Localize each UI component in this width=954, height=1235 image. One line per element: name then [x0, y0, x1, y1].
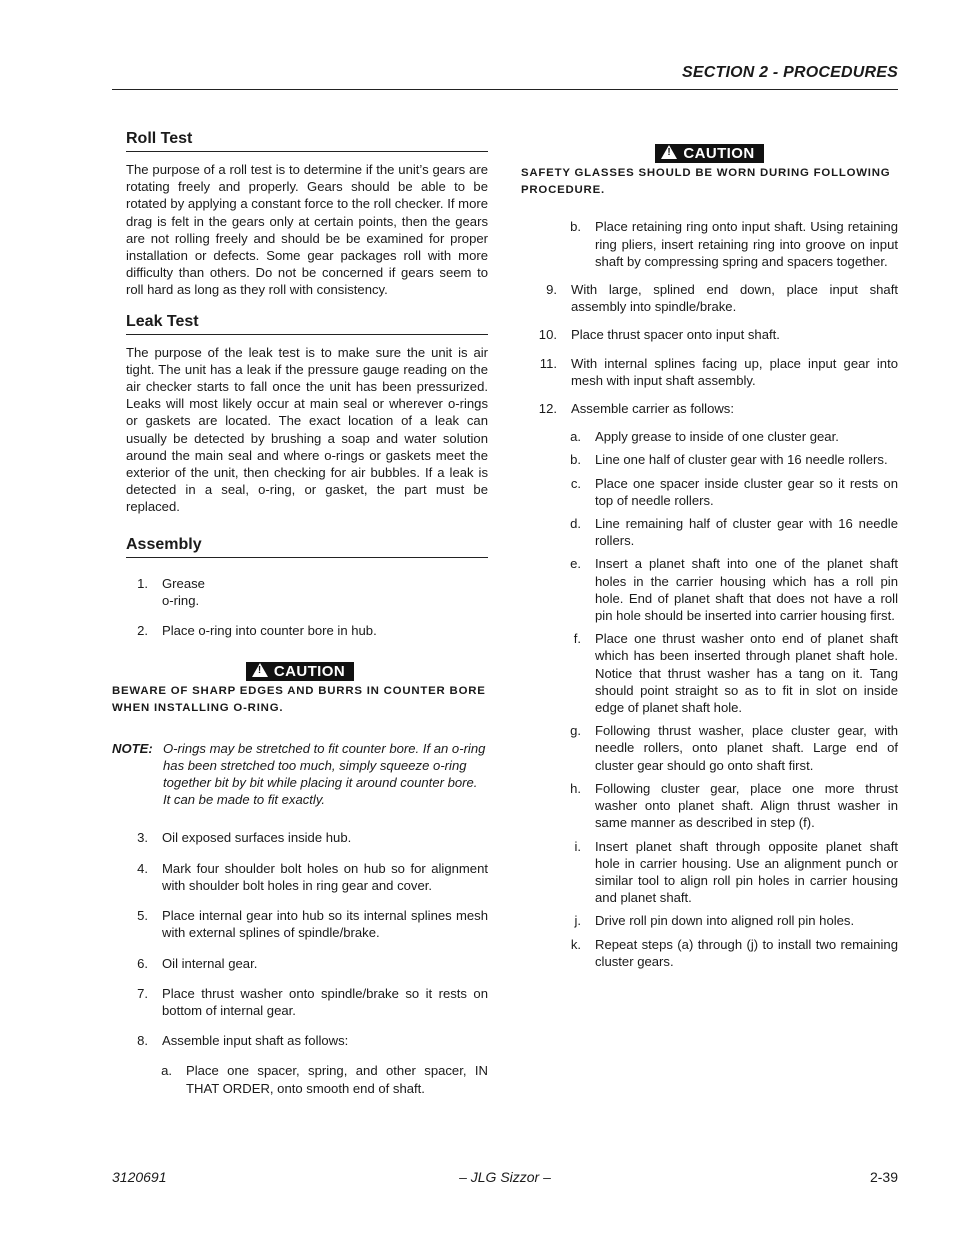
left-column	[112, 130, 488, 1097]
step-text: With large, splined end down, place input shaft assembly into spindle/brake.	[571, 282, 898, 315]
step-number: 12.	[538, 401, 557, 417]
step-text: Place thrust spacer onto input shaft.	[571, 327, 780, 343]
step-text: Place one spacer, spring, and other spacer, IN THAT ORDER, onto smooth end of shaft.	[186, 1063, 488, 1096]
list-item	[521, 722, 898, 774]
step-number: b.	[570, 219, 581, 235]
step-text: Oil internal gear.	[162, 955, 258, 971]
list-item	[521, 355, 898, 389]
step-number: d.	[570, 516, 581, 532]
step-number: j.	[574, 913, 581, 929]
list-item	[521, 838, 898, 907]
list-item	[112, 1032, 488, 1049]
caution-label: !CAUTION	[246, 662, 354, 681]
step-number: a.	[570, 429, 581, 445]
footer-title: – JLG Sizzor –	[459, 1169, 551, 1185]
step-text: Oil exposed surfaces inside hub.	[162, 830, 352, 846]
step-text: Assemble carrier as follows:	[571, 401, 734, 417]
step-number: e.	[570, 556, 581, 572]
caution-box	[112, 662, 488, 681]
step-text: Assemble input shaft as follows:	[162, 1033, 349, 1049]
step-number: 11.	[539, 355, 557, 371]
leak-test-heading: Leak Test	[126, 313, 488, 335]
step-text: Place internal gear into hub so its internal splines mesh with external splines of spindle/brake.	[162, 908, 488, 941]
list-item	[112, 907, 488, 941]
roll-test-heading: Roll Test	[126, 130, 488, 152]
step-number: h.	[570, 780, 581, 796]
step-text: Insert a planet shaft into one of the planet shaft holes in the carrier housing which has a roll pin hole. End of planet shaft that does not have a roll pin hole should be inserted into carrier housing first.	[595, 556, 898, 624]
warning-icon	[661, 145, 677, 159]
list-item	[521, 780, 898, 832]
list-item	[521, 936, 898, 970]
list-item	[521, 218, 898, 270]
note-label: NOTE:	[112, 740, 153, 756]
step-text: Apply grease to inside of one cluster gear.	[595, 429, 839, 445]
step-number: 7.	[137, 985, 148, 1001]
list-item	[521, 281, 898, 315]
list-item	[521, 326, 898, 343]
step-number: 4.	[137, 860, 148, 876]
list-item	[521, 515, 898, 549]
step-text: Insert planet shaft through opposite planet shaft hole in carrier housing. Use an alignment punch or similar tool to align roll pin holes in carrier housing and planet shaft.	[595, 838, 898, 906]
note-block	[112, 740, 488, 809]
step-text: Line remaining half of cluster gear with 16 needle rollers.	[595, 516, 898, 549]
warning-icon	[252, 663, 268, 677]
step-number: f.	[573, 631, 581, 647]
footer-doc-number: 3120691	[112, 1169, 167, 1185]
step-text: With internal splines facing up, place input gear into mesh with input shaft assembly.	[571, 355, 898, 388]
list-item	[112, 622, 488, 639]
step-text: Mark four shoulder bolt holes on hub so for alignment with shoulder bolt holes in ring gear and cover.	[162, 860, 488, 893]
caution-text: SAFETY GLASSES SHOULD BE WORN DURING FOLLOWING PROCEDURE.	[521, 167, 891, 197]
caution-label: !CAUTION	[655, 144, 763, 163]
list-item	[521, 451, 898, 468]
step-text: Line one half of cluster gear with 16 needle rollers.	[595, 452, 888, 468]
assembly-heading: Assembly	[126, 536, 488, 558]
list-item	[112, 575, 205, 609]
step-number: a.	[161, 1063, 172, 1079]
section-header: SECTION 2 - PROCEDURES	[682, 64, 898, 81]
list-item	[112, 860, 488, 894]
step-number: k.	[570, 936, 581, 952]
roll-test-body: The purpose of a roll test is to determine if the unit’s gears are rotating freely and properly. Gears should be able to be rotated by applying a constant force to the roll checker. If more drag is felt in the gears only at certain points, then the gears are not rolling freely and should be be examined for proper installation or defects. Some gear packages roll with more difficulty than others. Do not be concerned if gears seem to roll hard as long as they roll with consistency.	[126, 162, 488, 298]
step-number: g.	[570, 723, 581, 739]
step-text: Place retaining ring onto input shaft. Using retaining ring pliers, insert retaining ring into groove on input shaft by compressing spring and spacers together.	[595, 219, 898, 269]
list-item	[521, 400, 898, 417]
header-rule	[112, 89, 898, 90]
list-item	[521, 428, 898, 445]
step-number: 6.	[137, 955, 148, 971]
step-number: i.	[574, 838, 581, 854]
step-text: Following cluster gear, place one more thrust washer onto planet shaft. Align thrust washer in same manner as described in step (f).	[595, 780, 898, 831]
list-item	[112, 829, 488, 846]
list-item	[112, 985, 488, 1019]
list-item	[112, 1062, 488, 1096]
step-text: Place one spacer inside cluster gear so it rests on top of needle rollers.	[595, 475, 898, 508]
caution-box	[521, 144, 898, 163]
leak-test-body: The purpose of the leak test is to make sure the unit is air tight. The unit has a leak if the pressure gauge reading on the air checker starts to fall once the unit has been pressurized. Leaks will most likely occur at main seal or wherever o-rings or gaskets are located. The exact location of a leak can usually be detected by brushing a soap and water solution around the main seal and where o-rings or gaskets meet the exterior of the unit, then checking for air bubbles. If a leak is detected in a seal, o-ring, or gasket, the part must be replaced.	[126, 344, 488, 515]
step-text: Place one thrust washer onto end of planet shaft which has been inserted through planet shaft hole. Notice that thrust washer has a tang on it. Tang should point straight so as to fit in slot on inside edge of planet shaft hole.	[595, 631, 898, 716]
step-text: Place thrust washer onto spindle/brake so it rests on bottom of internal gear.	[162, 985, 488, 1018]
step-number: c.	[570, 475, 581, 491]
caution-text: BEWARE OF SHARP EDGES AND BURRS IN COUNTER BORE WHEN INSTALLING O-RING.	[112, 685, 486, 715]
footer-page-number: 2-39	[869, 1169, 898, 1185]
list-item	[112, 955, 488, 972]
step-number: 1.	[137, 575, 148, 591]
step-number: 3.	[137, 830, 148, 846]
step-text: Grease o-ring.	[162, 575, 205, 608]
list-item	[521, 555, 898, 624]
step-number: 10.	[538, 327, 557, 343]
step-number: 2.	[137, 623, 148, 639]
right-column	[521, 144, 898, 970]
step-number: 5.	[137, 908, 148, 924]
step-number: 8.	[137, 1033, 148, 1049]
step-text: Following thrust washer, place cluster gear, with needle rollers, onto planet shaft. Large end of cluster gear should go onto shaft first.	[595, 723, 898, 773]
list-item	[521, 630, 898, 716]
list-item	[521, 912, 898, 929]
step-text: Repeat steps (a) through (j) to install two remaining cluster gears.	[595, 936, 898, 969]
step-number: b.	[570, 452, 581, 468]
list-item	[521, 475, 898, 509]
note-text: O-rings may be stretched to fit counter bore. If an o-ring has been stretched too much, simply squeeze o-ring together bit by bit while placing it around counter bore. It can be made to fit exactly.	[163, 740, 486, 808]
step-text: Drive roll pin down into aligned roll pin holes.	[595, 913, 855, 929]
step-number: 9.	[546, 282, 557, 298]
step-text: Place o-ring into counter bore in hub.	[162, 623, 377, 639]
